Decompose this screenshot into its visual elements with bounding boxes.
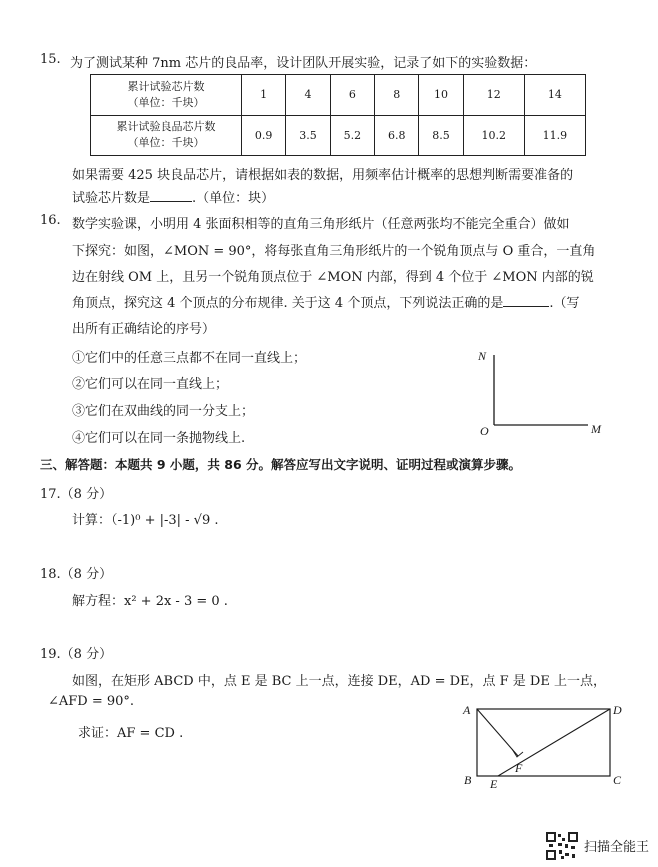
rectangle-abcd	[477, 709, 610, 776]
table-cell: 11.9	[524, 115, 585, 156]
q15-number: 15.	[40, 52, 61, 67]
answer-blank	[503, 294, 549, 307]
label-b: B	[464, 773, 472, 787]
q16-option-3: ③它们在双曲线的同一分支上；	[72, 404, 255, 419]
q16-line3: 边在射线 OM 上，且另一个锐角顶点位于 ∠MON 内部，得到 4 个位于 ∠MON 内部的锐	[72, 270, 594, 285]
rectangle-abcd-figure	[460, 700, 625, 795]
table-cell: 10	[419, 75, 463, 116]
q16-line2: 下探究：如图，∠MON = 90°，将每张直角三角形纸片的一个锐角顶点与 O 重合，一直角	[72, 244, 596, 259]
q16-line4-tail: .（写	[549, 296, 580, 311]
table-cell: 14	[524, 75, 585, 116]
scanner-watermark-text: 扫描全能王	[584, 840, 650, 855]
label-c: C	[613, 773, 622, 787]
qr-code-icon	[546, 832, 578, 860]
table-row	[91, 75, 586, 116]
table-cell: 12	[463, 75, 524, 116]
q19-number: 19.（8 分）	[40, 647, 113, 662]
q15-data-table	[90, 74, 586, 156]
angle-mon-figure	[470, 345, 610, 440]
label-f: F	[515, 761, 523, 775]
table-cell: 4	[286, 75, 330, 116]
q19-line2: ∠AFD = 90°.	[48, 694, 135, 709]
q19-prove: 求证：AF = CD .	[78, 726, 184, 741]
q16-number: 16.	[40, 213, 61, 228]
table-row-label	[91, 115, 242, 156]
q16-line4-text: 角顶点，探究这 4 个顶点的分布规律. 关于这 4 个顶点，下列说法正确的是	[72, 296, 504, 311]
q19-line1: 如图，在矩形 ABCD 中，点 E 是 BC 上一点，连接 DE，AD = DE，点 F 是 DE 上一点，	[72, 674, 606, 689]
q15-question-line1: 如果需要 425 块良品芯片，请根据如表的数据，用频率估计概率的思想判断需要准备的	[72, 168, 574, 183]
label-m: M	[591, 422, 601, 436]
segment-af	[477, 709, 518, 756]
row1-label-unit: （单位：千块）	[127, 95, 205, 109]
q16-line1: 数学实验课，小明用 4 张面积相等的直角三角形纸片（任意两张均不能完全重合）做如	[72, 217, 570, 232]
table-cell: 1	[242, 75, 286, 116]
q16-line4	[72, 292, 579, 311]
q18-content: 解方程：x² + 2x - 3 = 0 .	[72, 594, 228, 609]
row2-label-unit: （单位：千块）	[127, 136, 205, 150]
label-a: A	[463, 703, 471, 717]
q15-stem: 为了测试某种 7nm 芯片的良品率，设计团队开展实验，记录了如下的实验数据：	[70, 56, 537, 71]
q16-option-4: ④它们可以在同一条抛物线上.	[72, 431, 246, 446]
label-n: N	[478, 349, 487, 363]
q15-question-line2	[72, 187, 274, 206]
table-cell: 5.2	[330, 115, 374, 156]
label-e: E	[490, 777, 498, 791]
table-row	[91, 115, 586, 156]
label-d: D	[613, 703, 622, 717]
section3-heading: 三、解答题：本题共 9 小题，共 86 分。解答应写出文字说明、证明过程或演算步骤。	[40, 457, 522, 472]
row2-label-main: 累计试验良品芯片数	[116, 120, 216, 134]
q16-line5: 出所有正确结论的序号）	[72, 322, 216, 337]
q15-question-text: 试验芯片数是	[72, 191, 151, 206]
label-o: O	[480, 424, 489, 438]
table-cell: 8.5	[419, 115, 463, 156]
row1-label-main: 累计试验芯片数	[127, 79, 205, 93]
q17-content: 计算：（-1)⁰ + |-3| - √9 .	[72, 513, 219, 528]
table-cell: 6	[330, 75, 374, 116]
table-cell: 6.8	[375, 115, 419, 156]
table-cell: 0.9	[242, 115, 286, 156]
answer-blank	[150, 189, 192, 202]
table-cell: 8	[375, 75, 419, 116]
table-cell: 10.2	[463, 115, 524, 156]
q15-unit-text: .（单位：块）	[192, 191, 275, 206]
table-cell: 3.5	[286, 115, 330, 156]
q16-option-2: ②它们可以在同一直线上；	[72, 377, 229, 392]
table-row-label	[91, 75, 242, 116]
q17-number: 17.（8 分）	[40, 487, 113, 502]
q18-number: 18.（8 分）	[40, 567, 113, 582]
q16-option-1: ①它们中的任意三点都不在同一直线上；	[72, 351, 307, 366]
